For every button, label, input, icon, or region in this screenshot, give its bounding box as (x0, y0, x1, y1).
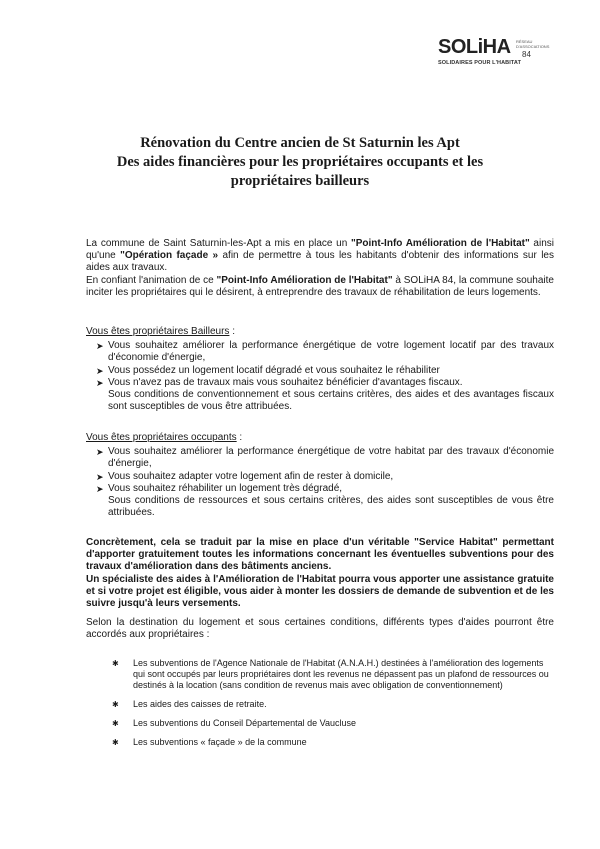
bailleurs-note: Sous conditions de conventionnement et sous certains critères, des aides et des avantages fiscaux sont susceptibles de vous être attribuées. (108, 389, 554, 413)
intro-bold-point-info: "Point-Info Amélioration de l'Habitat" (216, 274, 393, 286)
list-item-text: Vous souhaitez améliorer la performance énergétique de votre habitat par des travaux d'économie d'énergie, (108, 446, 554, 470)
bailleurs-list (86, 340, 554, 389)
list-item-text: Vous souhaitez réhabiliter un logement très dégradé, (108, 482, 343, 494)
intro-text: La commune de Saint Saturnin-les-Apt a mis en place un (86, 238, 351, 249)
intro-paragraph-2 (86, 275, 554, 299)
list-item (86, 340, 554, 364)
heading-colon: : (229, 326, 235, 337)
intro-bold-operation-facade: "Opération façade » (120, 250, 219, 262)
bailleurs-heading-text: Vous êtes propriétaires Bailleurs (86, 326, 230, 337)
occupants-list (86, 446, 554, 495)
list-item-text: Les subventions du Conseil Départemental de Vaucluse (133, 718, 356, 728)
occupants-section (86, 432, 554, 519)
arrow-bullet-icon: ➤ (96, 483, 104, 494)
list-item-text: Les subventions de l'Agence Nationale de l'Habitat (A.N.A.H.) destinées à l'amélioration des logements qui sont occupés par leurs propriétaires dont les revenus ne dépassent pas un plafond de ressources ou destinés à la location (sans condition de revenus mais avec obligation de conventionnement) (133, 658, 549, 690)
title-line-3: propriétaires bailleurs (230, 173, 370, 189)
list-item-text: Les subventions « façade » de la commune (133, 737, 307, 747)
logo-side-text: RÉSEAU D'ASSOCIATIONS (516, 39, 550, 49)
title-line-2: Des aides financières pour les propriétaires occupants et les (116, 154, 484, 170)
arrow-bullet-icon: ➤ (96, 377, 104, 388)
intro-paragraph-1 (86, 238, 554, 275)
list-item (86, 446, 554, 470)
aid-types-list (112, 658, 554, 756)
list-item-text: Les aides des caisses de retraite. (133, 699, 267, 709)
arrow-bullet-icon: ➤ (96, 471, 104, 482)
bailleurs-heading (86, 326, 554, 338)
intro-text: afin de permettre à tous les habitants d'obtenir des informations sur les aides aux travaux. (86, 250, 554, 274)
intro-text: à SOLiHA 84, la commune souhaite inciter les propriétaires qui le désirent, à entreprendre des travaux de réhabilitation de leurs logements. (86, 274, 554, 298)
list-item (112, 658, 554, 691)
intro-text: ainsi qu'une (86, 238, 554, 262)
document-title (60, 134, 540, 191)
arrow-bullet-icon: ➤ (96, 447, 104, 458)
concretement-paragraph-2: Un spécialiste des aides à l'Amélioration de l'Habitat pourra vous apporter une assistance gratuite et si votre projet est éligible, vous aider à monter les dossiers de demande de subvention et de les suivre jusqu'à leurs versements. (86, 573, 554, 610)
occupants-heading (86, 432, 554, 444)
list-item-text: Vous souhaitez améliorer la performance énergétique de votre logement locatif par des travaux d'économie d'énergie, (108, 340, 554, 364)
list-item (86, 471, 554, 483)
logo-wordmark: SOLiHA (438, 36, 511, 58)
arrow-bullet-icon: ➤ (96, 365, 104, 376)
list-item (86, 483, 554, 495)
list-item-text: Vous possédez un logement locatif dégradé et vous souhaitez le réhabiliter (108, 364, 440, 376)
star-bullet-icon: ✱ (112, 719, 119, 728)
list-item (112, 737, 554, 748)
star-bullet-icon: ✱ (112, 659, 119, 668)
star-bullet-icon: ✱ (112, 738, 119, 747)
occupants-heading-text: Vous êtes propriétaires occupants (86, 432, 237, 443)
occupants-note: Sous conditions de ressources et sous certains critères, des aides sont susceptibles de vous être attribuées. (108, 495, 554, 519)
intro-section (86, 238, 554, 299)
bailleurs-section (86, 326, 554, 413)
selon-paragraph: Selon la destination du logement et sous certaines conditions, différents types d'aides pourront être accordés aux propriétaires : (86, 617, 554, 641)
list-item (86, 365, 554, 377)
list-item (112, 699, 554, 710)
list-item-text: Vous n'avez pas de travaux mais vous souhaitez bénéficier d'avantages fiscaux. (108, 376, 463, 388)
soliha-logo (438, 36, 558, 76)
logo-number: 84 (522, 50, 531, 59)
list-item (86, 377, 554, 389)
star-bullet-icon: ✱ (112, 700, 119, 709)
list-item (112, 718, 554, 729)
title-line-1: Rénovation du Centre ancien de St Saturnin les Apt (140, 135, 460, 151)
intro-text: En confiant l'animation de ce (86, 274, 217, 286)
list-item-text: Vous souhaitez adapter votre logement afin de rester à domicile, (108, 470, 394, 482)
logo-tagline: SOLIDAIRES POUR L'HABITAT (438, 60, 522, 66)
heading-colon: : (236, 432, 243, 443)
concretement-section (86, 537, 554, 610)
concretement-paragraph-1: Concrètement, cela se traduit par la mise en place d'un véritable "Service Habitat" permettant d'apporter gratuitement toutes les informations concernant les éventuelles subventions pour des travaux d'amélioration dans des bâtiments anciens. (86, 537, 554, 573)
arrow-bullet-icon: ➤ (96, 341, 104, 352)
intro-bold-point-info: "Point-Info Amélioration de l'Habitat" (350, 238, 530, 249)
